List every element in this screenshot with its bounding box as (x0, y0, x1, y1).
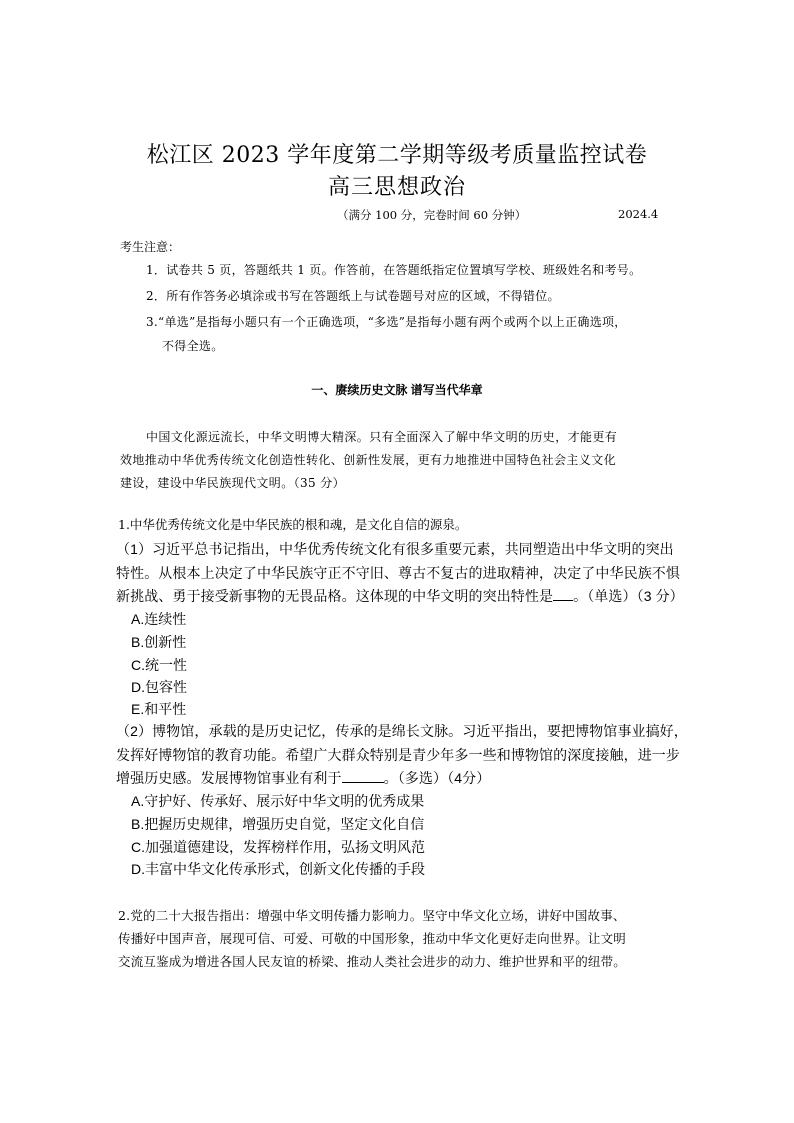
section-intro-line: 建设，建设中华民族现代文明。（35 分） (120, 476, 346, 490)
exam-date: 2024.4 (618, 207, 659, 221)
section-intro-line: 中国文化源远流长，中华文明博大精深。只有全面深入了解中华文明的历史，才能更有 (146, 430, 618, 444)
question-1-1-line-with-blank (116, 586, 684, 606)
option-a: A.连续性 (131, 611, 187, 627)
question-2-line: 2.党的二十大报告指出：增强中华文明传播力影响力。坚守中华文化立场，讲好中国故事、 (118, 908, 626, 923)
question-1-1-tail: 。（单选）（3 分） (573, 588, 684, 604)
notice-heading: 考生注意： (120, 240, 181, 254)
option-c: C.统一性 (131, 657, 187, 673)
notice-item: 2．所有作答务必填涂或书写在答题纸上与试卷题号对应的区域，不得错位。 (146, 289, 560, 303)
question-1-2-line: 发挥好博物馆的教育功能。希望广大群众特别是青少年多一些和博物馆的深度接触，进一步 (116, 747, 680, 763)
notice-item-continuation: 不得全选。 (162, 339, 224, 353)
question-1-1-line: 新挑战、勇于接受新事物的无畏品格。这体现的中华文明的突出特性是 (116, 588, 554, 604)
option-b: B.把握历史规律，增强历史自觉，坚定文化自信 (131, 816, 425, 832)
question-1-2-line: 增强历史感。发展博物馆事业有利于 (116, 770, 342, 786)
question-1-2-line: （2）博物馆，承载的是历史记忆，传承的是绵长文脉。习近平指出，要把博物馆事业搞好， (116, 723, 688, 739)
exam-title: 松江区 2023 学年度第二学期等级考质量监控试卷 (146, 143, 648, 168)
section-intro-line: 效地推动中华优秀传统文化创造性转化、创新性发展，更有力地推进中国特色社会主义文化 (120, 453, 617, 467)
option-e: E.和平性 (131, 701, 187, 717)
answer-blank (553, 588, 573, 601)
option-a: A.守护好、传承好、展示好中华文明的优秀成果 (131, 793, 425, 809)
option-d: D.包容性 (131, 679, 187, 695)
question-1-2-line-with-blank (116, 768, 490, 788)
answer-blank (342, 770, 384, 783)
question-2-line: 传播好中国声音，展现可信、可爱、可敬的中国形象，推动中华文化更好走向世界。让文明 (118, 931, 627, 946)
question-1-stem: 1.中华优秀传统文化是中华民族的根和魂，是文化自信的源泉。 (118, 517, 468, 532)
question-1-2-tail: 。（多选）（4分） (383, 770, 491, 786)
option-c: C.加强道德建设，发挥榜样作用，弘扬文明风范 (131, 839, 425, 855)
option-b: B.创新性 (131, 634, 187, 650)
option-d: D.丰富中华文化传承形式，创新文化传播的手段 (131, 861, 425, 877)
question-1-1-line: 特性。从根本上决定了中华民族守正不守旧、尊古不复古的进取精神，决定了中华民族不惧 (116, 565, 680, 581)
exam-meta: （满分 100 分，完卷时间 60 分钟） (337, 208, 527, 222)
question-1-1-line: （1）习近平总书记指出，中华优秀传统文化有很多重要元素，共同塑造出中华文明的突出 (116, 541, 674, 557)
section-title: 一、赓续历史文脉 谱写当代华章 (311, 383, 483, 397)
exam-subject-title: 高三思想政治 (327, 175, 466, 200)
notice-item: 3.“单选”是指每小题只有一个正确选项，“多选”是指每小题有两个或两个以上正确选项， (146, 315, 627, 329)
question-2-line: 交流互鉴成为增进各国人民友谊的桥梁、推动人类社会进步的动力、维护世界和平的纽带。 (118, 954, 627, 969)
notice-item: 1．试卷共 5 页，答题纸共 1 页。作答前，在答题纸指定位置填写学校、班级姓名和考号。 (146, 263, 642, 277)
